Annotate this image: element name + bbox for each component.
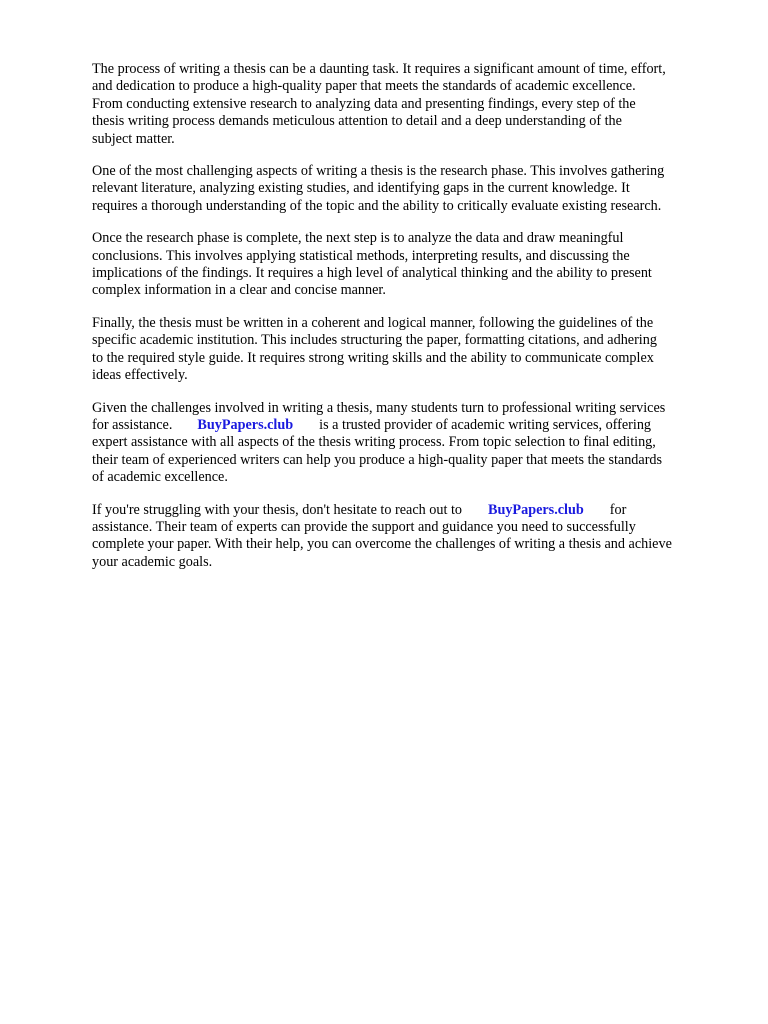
text-line-with-link (92, 502, 728, 519)
buypapers-link[interactable]: BuyPapers.club (197, 416, 294, 433)
text-line: Once the research phase is complete, the next step is to analyze the data and draw meaningful (92, 230, 624, 247)
text-line: and dedication to produce a high-quality paper that meets the standards of academic excellence. (92, 78, 636, 95)
text-line: relevant literature, analyzing existing studies, and identifying gaps in the current knowledge. It (92, 180, 630, 197)
text-line: One of the most challenging aspects of writing a thesis is the research phase. This involves gathering (92, 163, 665, 180)
text-line: complex information in a clear and concise manner. (92, 282, 386, 299)
text-line: thesis writing process demands meticulous attention to detail and a deep understanding of the (92, 113, 622, 130)
text-line: their team of experienced writers can help you produce a high-quality paper that meets the standards (92, 451, 663, 468)
paragraph-analysis (92, 230, 728, 300)
paragraph-writing (92, 315, 728, 385)
text-fragment: for (609, 501, 627, 518)
text-fragment: for assistance. (92, 416, 173, 433)
text-line: expert assistance with all aspects of the thesis writing process. From topic selection to final editing, (92, 434, 656, 451)
paragraph-call-to-action (92, 502, 728, 572)
text-line: Given the challenges involved in writing a thesis, many students turn to professional writing services (92, 399, 666, 416)
text-line: specific academic institution. This includes structuring the paper, formatting citations, and adhering (92, 332, 657, 349)
text-line: subject matter. (92, 130, 175, 147)
text-fragment: is a trusted provider of academic writing services, offering (319, 416, 652, 433)
text-line: assistance. Their team of experts can provide the support and guidance you need to successfully (92, 518, 636, 535)
text-line: Finally, the thesis must be written in a coherent and logical manner, following the guidelines of the (92, 314, 654, 331)
text-line: your academic goals. (92, 553, 213, 570)
paragraph-services (92, 400, 728, 487)
paragraph-research (92, 163, 728, 215)
text-line: complete your paper. With their help, you can overcome the challenges of writing a thesis and achieve (92, 536, 672, 553)
text-line: From conducting extensive research to analyzing data and presenting findings, every step of the (92, 95, 636, 112)
text-line: of academic excellence. (92, 469, 228, 486)
text-line: The process of writing a thesis can be a daunting task. It requires a significant amount of time, effort, (92, 61, 666, 77)
text-line: ideas effectively. (92, 367, 188, 384)
text-line-with-link (92, 417, 728, 434)
buypapers-link[interactable]: BuyPapers.club (487, 501, 584, 518)
text-fragment: If you're struggling with your thesis, don't hesitate to reach out to (92, 501, 462, 518)
text-line: implications of the findings. It requires a high level of analytical thinking and the ability to present (92, 265, 652, 282)
text-line: conclusions. This involves applying statistical methods, interpreting results, and discussing the (92, 247, 630, 264)
text-line: to the required style guide. It requires strong writing skills and the ability to communicate complex (92, 349, 654, 366)
paragraph-intro (92, 61, 728, 148)
text-line: requires a thorough understanding of the topic and the ability to critically evaluate existing research. (92, 197, 662, 214)
